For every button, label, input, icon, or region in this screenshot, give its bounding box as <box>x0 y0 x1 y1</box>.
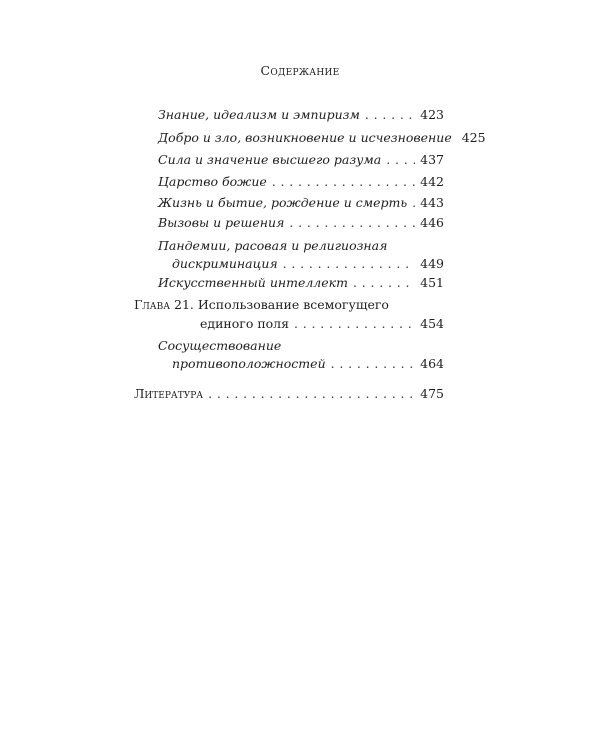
chapter-title-line1: Использование всемогущего <box>197 297 389 312</box>
dot-leader <box>283 255 416 272</box>
toc-entry <box>158 106 444 123</box>
toc-entry <box>158 194 444 211</box>
toc-entry <box>158 214 444 231</box>
page-title: Содержание <box>260 63 340 78</box>
toc-entry-page: 437 <box>420 152 444 167</box>
toc-entry-label: противоположностей <box>172 356 326 371</box>
toc-entry <box>200 315 444 332</box>
dot-leader <box>412 194 415 211</box>
toc-entry <box>158 274 444 291</box>
dot-leader <box>289 214 415 231</box>
toc-entry <box>158 151 444 168</box>
dot-leader <box>272 173 415 190</box>
dot-leader <box>353 274 415 291</box>
toc-entry-page: 443 <box>420 195 444 210</box>
literature-label: Литература <box>134 386 204 401</box>
toc-entry-page: 454 <box>420 316 444 331</box>
dot-leader <box>386 151 415 168</box>
toc-entry-label: Жизнь и бытие, рождение и смерть <box>158 195 408 210</box>
toc-entry-label: Искусственный интеллект <box>158 275 348 290</box>
toc-entry-page: 425 <box>461 130 486 145</box>
toc-entry-page: 475 <box>420 386 444 401</box>
toc-entry-label: Сила и значение высшего разума <box>158 152 382 167</box>
toc-entry-literature <box>134 385 444 402</box>
dot-leader <box>365 106 415 123</box>
toc-entry-label: Вызовы и решения <box>158 215 285 230</box>
dot-leader <box>331 355 416 372</box>
toc-entry <box>158 173 444 190</box>
chapter-title-line2: единого поля <box>200 316 290 331</box>
toc-entry-page: 446 <box>420 215 444 230</box>
toc-entry-label: Знание, идеализм и эмпиризм <box>158 107 360 122</box>
toc-entry-label: Добро и зло, возникновение и исчезновение <box>158 130 452 145</box>
toc-entry-page: 451 <box>420 275 444 290</box>
toc-entry <box>158 129 486 146</box>
toc-entry-label: Царство божие <box>158 174 267 189</box>
dot-leader <box>208 385 415 402</box>
toc-entry-page: 442 <box>420 174 444 189</box>
toc-entry-label-line1: Сосуществование <box>158 338 282 353</box>
dot-leader <box>294 315 415 332</box>
toc-entry-page: 423 <box>420 107 444 122</box>
toc-entry <box>172 355 444 372</box>
toc-entry-page: 464 <box>420 356 444 371</box>
toc-entry-label: дискриминация <box>172 256 278 271</box>
toc-entry <box>172 255 444 272</box>
chapter-heading <box>134 296 389 313</box>
chapter-prefix: Глава 21. <box>134 297 194 312</box>
toc-entry-label-line1: Пандемии, расовая и религиозная <box>158 238 388 253</box>
toc-entry-page: 449 <box>420 256 444 271</box>
